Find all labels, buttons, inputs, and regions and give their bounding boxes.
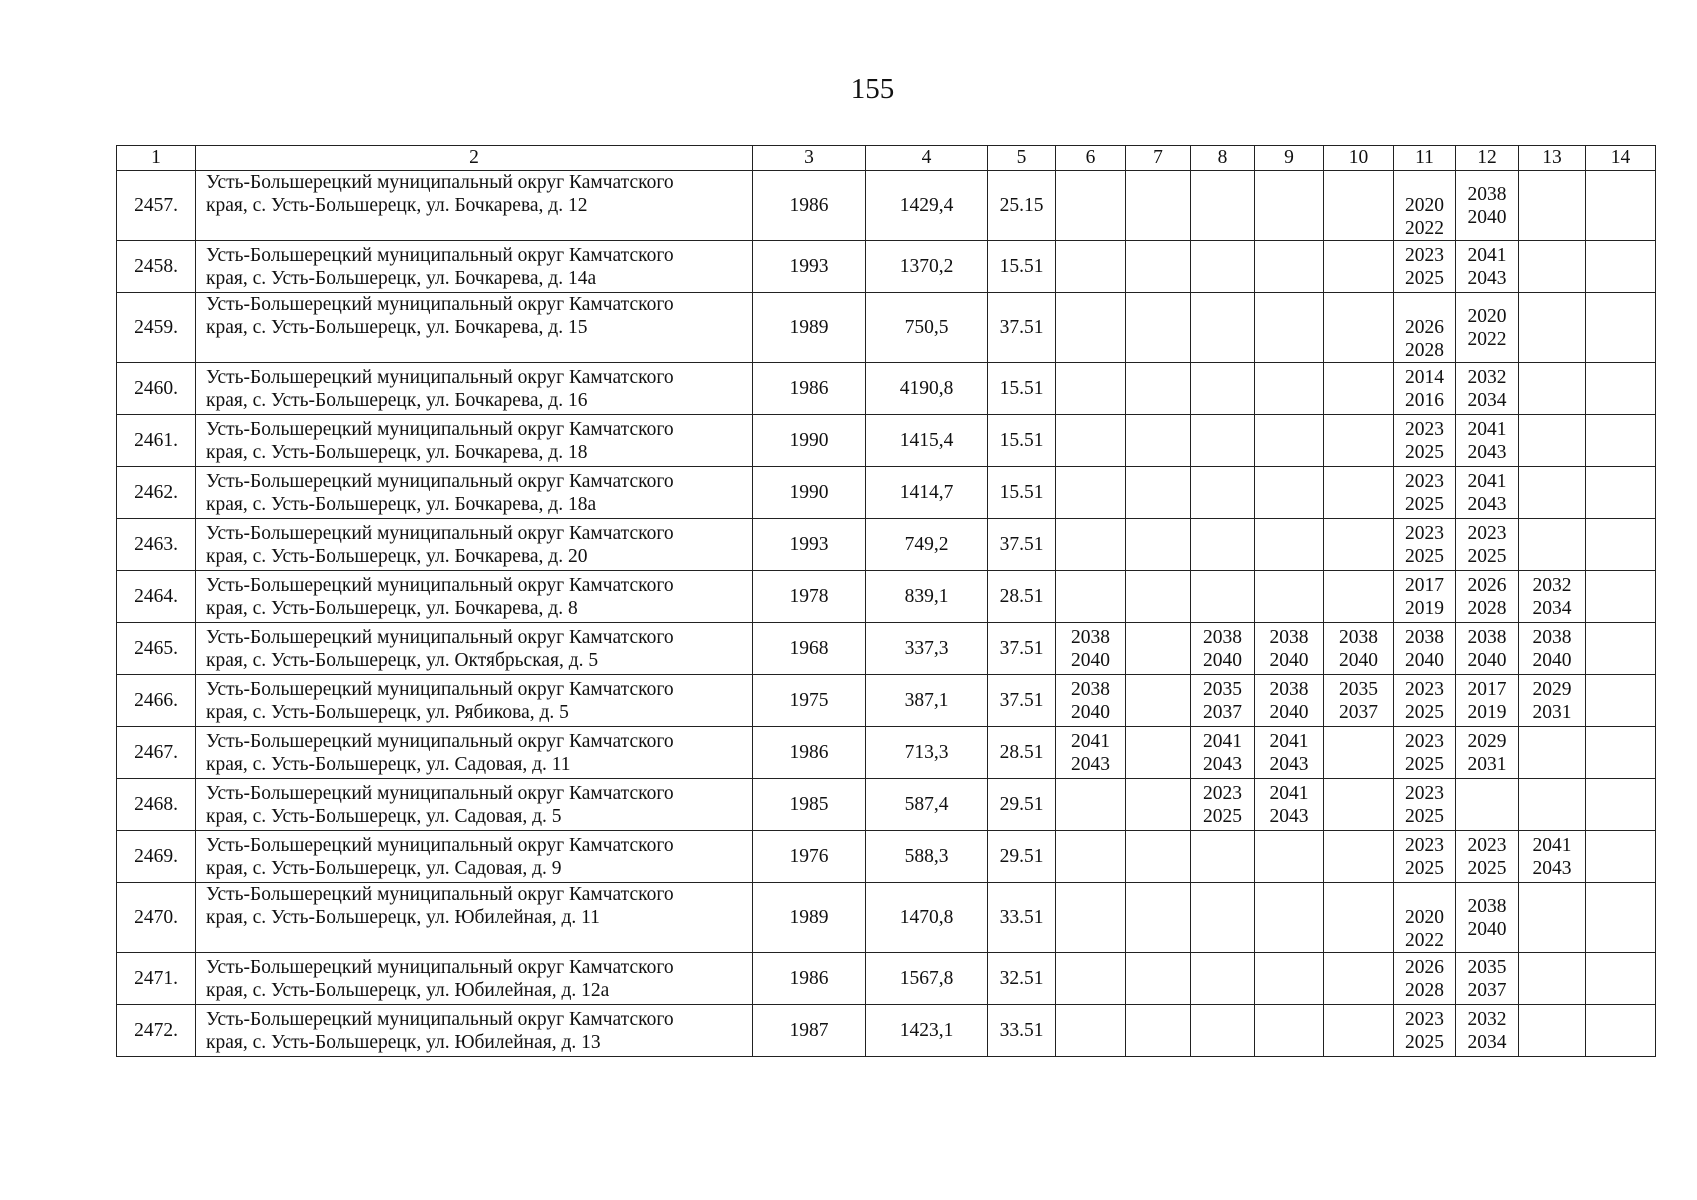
row-number-cell: 2465. (117, 623, 196, 675)
work-period-cell (1586, 883, 1656, 953)
work-period-cell (1586, 675, 1656, 727)
area-cell: 1423,1 (866, 1005, 988, 1057)
table-row (117, 779, 1656, 831)
header-cell: 13 (1519, 146, 1586, 171)
work-period-cell (1586, 779, 1656, 831)
work-period-cell (1126, 293, 1191, 363)
work-period-cell (1126, 1005, 1191, 1057)
work-period-cell (1519, 1005, 1586, 1057)
work-period-cell (1126, 467, 1191, 519)
work-period-cell (1056, 363, 1126, 415)
work-period-cell: 2038 2040 (1191, 623, 1255, 675)
work-period-cell: 2017 2019 (1456, 675, 1519, 727)
build-year-cell: 1987 (753, 1005, 866, 1057)
address-cell: Усть-Большерецкий муниципальный округ Камчатского края, с. Усть-Большерецк, ул. Юбилейная, д. 12а (196, 953, 753, 1005)
table-row (117, 1005, 1656, 1057)
work-period-cell: 2041 2043 (1519, 831, 1586, 883)
work-period-cell (1191, 467, 1255, 519)
table-row (117, 727, 1656, 779)
build-year-cell: 1990 (753, 467, 866, 519)
header-cell: 6 (1056, 146, 1126, 171)
wear-cell: 32.51 (988, 953, 1056, 1005)
build-year-cell: 1993 (753, 241, 866, 293)
table-row (117, 415, 1656, 467)
work-period-cell (1255, 467, 1324, 519)
work-period-cell: 2041 2043 (1456, 415, 1519, 467)
work-period-cell: 2023 2025 (1394, 779, 1456, 831)
build-year-cell: 1990 (753, 415, 866, 467)
work-period-cell (1519, 363, 1586, 415)
table-row (117, 883, 1656, 953)
work-period-cell (1324, 779, 1394, 831)
area-cell: 1414,7 (866, 467, 988, 519)
work-period-cell (1519, 883, 1586, 953)
work-period-cell (1126, 571, 1191, 623)
wear-cell: 29.51 (988, 831, 1056, 883)
work-period-cell (1586, 363, 1656, 415)
address-cell: Усть-Большерецкий муниципальный округ Камчатского края, с. Усть-Большерецк, ул. Бочкарева, д. 18а (196, 467, 753, 519)
work-period-cell (1324, 831, 1394, 883)
work-period-cell: 2038 2040 (1519, 623, 1586, 675)
work-period-cell (1191, 571, 1255, 623)
wear-cell: 37.51 (988, 293, 1056, 363)
work-period-cell (1255, 519, 1324, 571)
work-period-cell: 2038 2040 (1324, 623, 1394, 675)
work-period-cell: 2035 2037 (1324, 675, 1394, 727)
table-row (117, 363, 1656, 415)
table-row (117, 831, 1656, 883)
row-number-cell: 2460. (117, 363, 196, 415)
work-period-cell: 2020 2022 (1394, 171, 1456, 241)
work-period-cell: 2035 2037 (1191, 675, 1255, 727)
address-cell: Усть-Большерецкий муниципальный округ Камчатского края, с. Усть-Большерецк, ул. Бочкарева, д. 15 (196, 293, 753, 363)
build-year-cell: 1986 (753, 953, 866, 1005)
header-cell: 3 (753, 146, 866, 171)
work-period-cell (1586, 519, 1656, 571)
work-period-cell: 2032 2034 (1456, 363, 1519, 415)
work-period-cell (1126, 675, 1191, 727)
work-period-cell: 2023 2025 (1394, 467, 1456, 519)
work-period-cell (1191, 293, 1255, 363)
build-year-cell: 1986 (753, 363, 866, 415)
build-year-cell: 1993 (753, 519, 866, 571)
work-period-cell (1056, 519, 1126, 571)
work-period-cell (1255, 363, 1324, 415)
work-period-cell (1056, 831, 1126, 883)
wear-cell: 29.51 (988, 779, 1056, 831)
work-period-cell (1456, 779, 1519, 831)
work-period-cell (1586, 241, 1656, 293)
work-period-cell: 2038 2040 (1456, 883, 1519, 953)
work-period-cell: 2020 2022 (1394, 883, 1456, 953)
work-period-cell (1519, 727, 1586, 779)
work-period-cell: 2038 2040 (1056, 623, 1126, 675)
work-period-cell (1191, 831, 1255, 883)
address-cell: Усть-Большерецкий муниципальный округ Камчатского края, с. Усть-Большерецк, ул. Бочкарева, д. 16 (196, 363, 753, 415)
work-period-cell (1586, 831, 1656, 883)
header-cell: 4 (866, 146, 988, 171)
row-number-cell: 2466. (117, 675, 196, 727)
header-cell: 9 (1255, 146, 1324, 171)
address-cell: Усть-Большерецкий муниципальный округ Камчатского края, с. Усть-Большерецк, ул. Бочкарева, д. 12 (196, 171, 753, 241)
work-period-cell (1519, 779, 1586, 831)
wear-cell: 37.51 (988, 623, 1056, 675)
row-number-cell: 2470. (117, 883, 196, 953)
work-period-cell: 2023 2025 (1394, 727, 1456, 779)
area-cell: 713,3 (866, 727, 988, 779)
wear-cell: 37.51 (988, 675, 1056, 727)
address-cell: Усть-Большерецкий муниципальный округ Камчатского края, с. Усть-Большерецк, ул. Бочкарева, д. 18 (196, 415, 753, 467)
work-period-cell (1056, 1005, 1126, 1057)
work-period-cell: 2023 2025 (1456, 831, 1519, 883)
work-period-cell (1056, 241, 1126, 293)
work-period-cell (1191, 415, 1255, 467)
work-period-cell (1056, 171, 1126, 241)
work-period-cell (1324, 363, 1394, 415)
work-period-cell (1519, 953, 1586, 1005)
build-year-cell: 1976 (753, 831, 866, 883)
header-cell: 5 (988, 146, 1056, 171)
work-period-cell: 2017 2019 (1394, 571, 1456, 623)
work-period-cell: 2038 2040 (1456, 171, 1519, 241)
work-period-cell: 2023 2025 (1394, 241, 1456, 293)
table-row (117, 171, 1656, 241)
build-year-cell: 1989 (753, 293, 866, 363)
work-period-cell: 2023 2025 (1394, 831, 1456, 883)
area-cell: 4190,8 (866, 363, 988, 415)
wear-cell: 28.51 (988, 571, 1056, 623)
page-number: 155 (850, 73, 895, 105)
work-period-cell (1255, 831, 1324, 883)
row-number-cell: 2468. (117, 779, 196, 831)
wear-cell: 28.51 (988, 727, 1056, 779)
work-period-cell (1586, 1005, 1656, 1057)
address-cell: Усть-Большерецкий муниципальный округ Камчатского края, с. Усть-Большерецк, ул. Садовая, д. 5 (196, 779, 753, 831)
table-row (117, 293, 1656, 363)
work-period-cell (1056, 467, 1126, 519)
build-year-cell: 1968 (753, 623, 866, 675)
work-period-cell: 2023 2025 (1191, 779, 1255, 831)
work-period-cell (1586, 727, 1656, 779)
row-number-cell: 2472. (117, 1005, 196, 1057)
header-cell: 12 (1456, 146, 1519, 171)
work-period-cell (1126, 519, 1191, 571)
area-cell: 587,4 (866, 779, 988, 831)
work-period-cell (1255, 1005, 1324, 1057)
work-period-cell (1324, 953, 1394, 1005)
column-number-header-row (117, 146, 1656, 171)
work-period-cell (1324, 883, 1394, 953)
work-period-cell: 2023 2025 (1394, 1005, 1456, 1057)
work-period-cell (1586, 623, 1656, 675)
address-cell: Усть-Большерецкий муниципальный округ Камчатского края, с. Усть-Большерецк, ул. Бочкарева, д. 8 (196, 571, 753, 623)
work-period-cell (1191, 241, 1255, 293)
work-period-cell (1519, 467, 1586, 519)
work-period-cell (1519, 293, 1586, 363)
work-period-cell (1056, 883, 1126, 953)
work-period-cell (1126, 727, 1191, 779)
table-body (117, 171, 1656, 1057)
work-period-cell: 2038 2040 (1394, 623, 1456, 675)
wear-cell: 15.51 (988, 241, 1056, 293)
work-period-cell (1324, 415, 1394, 467)
work-period-cell: 2026 2028 (1456, 571, 1519, 623)
row-number-cell: 2471. (117, 953, 196, 1005)
work-period-cell (1056, 415, 1126, 467)
area-cell: 750,5 (866, 293, 988, 363)
build-year-cell: 1986 (753, 171, 866, 241)
address-cell: Усть-Большерецкий муниципальный округ Камчатского края, с. Усть-Большерецк, ул. Бочкарева, д. 20 (196, 519, 753, 571)
work-period-cell: 2041 2043 (1056, 727, 1126, 779)
work-period-cell: 2041 2043 (1456, 241, 1519, 293)
header-cell: 8 (1191, 146, 1255, 171)
work-period-cell: 2041 2043 (1456, 467, 1519, 519)
work-period-cell (1586, 571, 1656, 623)
work-period-cell (1255, 241, 1324, 293)
work-period-cell: 2038 2040 (1456, 623, 1519, 675)
work-period-cell (1126, 953, 1191, 1005)
work-period-cell (1519, 241, 1586, 293)
work-period-cell: 2041 2043 (1255, 779, 1324, 831)
table-row (117, 623, 1656, 675)
work-period-cell (1056, 779, 1126, 831)
work-period-cell (1586, 293, 1656, 363)
work-period-cell: 2014 2016 (1394, 363, 1456, 415)
work-period-cell (1586, 415, 1656, 467)
wear-cell: 25.15 (988, 171, 1056, 241)
work-period-cell (1324, 293, 1394, 363)
row-number-cell: 2469. (117, 831, 196, 883)
work-period-cell: 2035 2037 (1456, 953, 1519, 1005)
work-period-cell (1324, 241, 1394, 293)
table-row (117, 675, 1656, 727)
work-period-cell (1126, 883, 1191, 953)
work-period-cell (1324, 1005, 1394, 1057)
build-year-cell: 1986 (753, 727, 866, 779)
address-cell: Усть-Большерецкий муниципальный округ Камчатского края, с. Усть-Большерецк, ул. Садовая, д. 9 (196, 831, 753, 883)
wear-cell: 33.51 (988, 1005, 1056, 1057)
work-period-cell (1255, 415, 1324, 467)
header-cell: 10 (1324, 146, 1394, 171)
work-period-cell (1191, 363, 1255, 415)
header-cell: 14 (1586, 146, 1656, 171)
work-period-cell (1191, 171, 1255, 241)
work-period-cell (1126, 623, 1191, 675)
address-cell: Усть-Большерецкий муниципальный округ Камчатского края, с. Усть-Большерецк, ул. Садовая, д. 11 (196, 727, 753, 779)
work-period-cell (1586, 171, 1656, 241)
area-cell: 337,3 (866, 623, 988, 675)
work-period-cell (1056, 571, 1126, 623)
work-period-cell (1324, 519, 1394, 571)
work-period-cell: 2023 2025 (1394, 415, 1456, 467)
work-period-cell (1324, 171, 1394, 241)
build-year-cell: 1985 (753, 779, 866, 831)
work-period-cell: 2020 2022 (1456, 293, 1519, 363)
work-period-cell (1056, 953, 1126, 1005)
table-row (117, 571, 1656, 623)
table-row (117, 519, 1656, 571)
work-period-cell (1056, 293, 1126, 363)
area-cell: 588,3 (866, 831, 988, 883)
area-cell: 839,1 (866, 571, 988, 623)
work-period-cell: 2029 2031 (1456, 727, 1519, 779)
area-cell: 1415,4 (866, 415, 988, 467)
header-cell: 1 (117, 146, 196, 171)
area-cell: 1470,8 (866, 883, 988, 953)
wear-cell: 15.51 (988, 415, 1056, 467)
work-period-cell: 2026 2028 (1394, 953, 1456, 1005)
work-period-cell: 2038 2040 (1056, 675, 1126, 727)
work-period-cell (1255, 883, 1324, 953)
area-cell: 1429,4 (866, 171, 988, 241)
work-period-cell (1255, 953, 1324, 1005)
work-period-cell (1191, 519, 1255, 571)
row-number-cell: 2467. (117, 727, 196, 779)
work-period-cell (1126, 779, 1191, 831)
row-number-cell: 2457. (117, 171, 196, 241)
work-period-cell (1126, 363, 1191, 415)
work-period-cell (1191, 1005, 1255, 1057)
work-period-cell: 2032 2034 (1519, 571, 1586, 623)
wear-cell: 15.51 (988, 363, 1056, 415)
row-number-cell: 2463. (117, 519, 196, 571)
work-period-cell (1324, 727, 1394, 779)
work-period-cell: 2023 2025 (1394, 519, 1456, 571)
wear-cell: 15.51 (988, 467, 1056, 519)
area-cell: 387,1 (866, 675, 988, 727)
row-number-cell: 2459. (117, 293, 196, 363)
work-period-cell: 2041 2043 (1191, 727, 1255, 779)
row-number-cell: 2461. (117, 415, 196, 467)
work-period-cell (1126, 241, 1191, 293)
work-period-cell (1191, 883, 1255, 953)
table-row (117, 953, 1656, 1005)
row-number-cell: 2462. (117, 467, 196, 519)
work-period-cell: 2023 2025 (1456, 519, 1519, 571)
build-year-cell: 1989 (753, 883, 866, 953)
work-period-cell (1519, 171, 1586, 241)
row-number-cell: 2458. (117, 241, 196, 293)
work-period-cell: 2038 2040 (1255, 623, 1324, 675)
housing-register-table (116, 145, 1656, 1057)
row-number-cell: 2464. (117, 571, 196, 623)
wear-cell: 37.51 (988, 519, 1056, 571)
header-cell: 2 (196, 146, 753, 171)
address-cell: Усть-Большерецкий муниципальный округ Камчатского края, с. Усть-Большерецк, ул. Рябикова, д. 5 (196, 675, 753, 727)
area-cell: 749,2 (866, 519, 988, 571)
work-period-cell (1324, 467, 1394, 519)
work-period-cell: 2023 2025 (1394, 675, 1456, 727)
address-cell: Усть-Большерецкий муниципальный округ Камчатского края, с. Усть-Большерецк, ул. Юбилейная, д. 13 (196, 1005, 753, 1057)
address-cell: Усть-Большерецкий муниципальный округ Камчатского края, с. Усть-Большерецк, ул. Октябрьская, д. 5 (196, 623, 753, 675)
work-period-cell: 2038 2040 (1255, 675, 1324, 727)
work-period-cell (1586, 467, 1656, 519)
work-period-cell (1255, 571, 1324, 623)
area-cell: 1370,2 (866, 241, 988, 293)
work-period-cell: 2029 2031 (1519, 675, 1586, 727)
work-period-cell (1586, 953, 1656, 1005)
table-row (117, 467, 1656, 519)
build-year-cell: 1975 (753, 675, 866, 727)
work-period-cell (1519, 415, 1586, 467)
header-cell: 7 (1126, 146, 1191, 171)
work-period-cell (1191, 953, 1255, 1005)
build-year-cell: 1978 (753, 571, 866, 623)
wear-cell: 33.51 (988, 883, 1056, 953)
header-cell: 11 (1394, 146, 1456, 171)
area-cell: 1567,8 (866, 953, 988, 1005)
address-cell: Усть-Большерецкий муниципальный округ Камчатского края, с. Усть-Большерецк, ул. Бочкарева, д. 14а (196, 241, 753, 293)
work-period-cell (1324, 571, 1394, 623)
work-period-cell (1519, 519, 1586, 571)
work-period-cell (1126, 171, 1191, 241)
work-period-cell (1255, 171, 1324, 241)
work-period-cell (1126, 415, 1191, 467)
work-period-cell: 2032 2034 (1456, 1005, 1519, 1057)
address-cell: Усть-Большерецкий муниципальный округ Камчатского края, с. Усть-Большерецк, ул. Юбилейная, д. 11 (196, 883, 753, 953)
work-period-cell: 2026 2028 (1394, 293, 1456, 363)
work-period-cell (1255, 293, 1324, 363)
work-period-cell (1126, 831, 1191, 883)
work-period-cell: 2041 2043 (1255, 727, 1324, 779)
table-row (117, 241, 1656, 293)
